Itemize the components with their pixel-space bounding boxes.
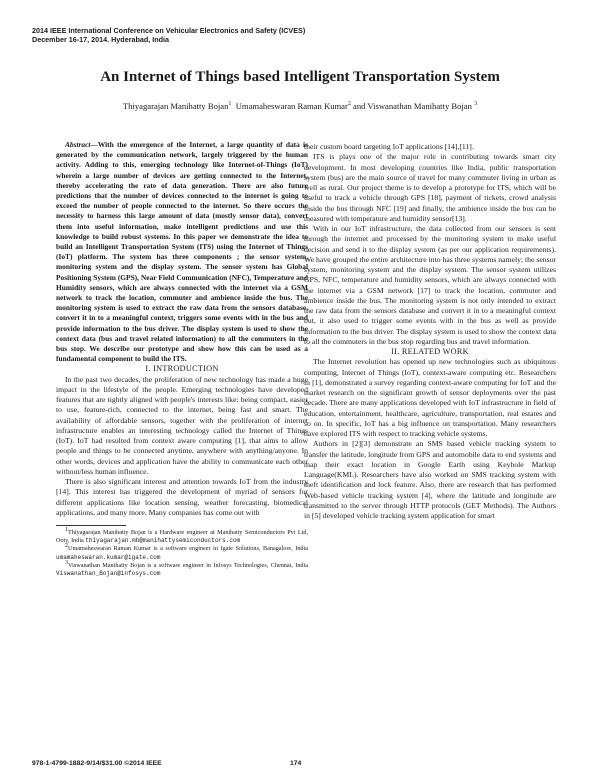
- author-1-affil: 1: [228, 101, 232, 108]
- footnote-1: [56, 529, 308, 545]
- footnote-1-email: thiyagarajan.mb@manihattysemiconductors.com: [85, 537, 241, 545]
- footnote-3-mark: 3: [65, 559, 68, 566]
- footnote-2-email: umamaheswaran.kumar@igate.com: [56, 553, 161, 561]
- intro-paragraph-1: In the past two decades, the proliferation of new technology has made a huge impact in the lifestyle of the people. Emerging technologies have developed features that are tightly aligned with people's interests like: being compact, easier to use, feature-rich, connected to the internet, being fast and smart. The availability of affordable sensors, together with the proliferation of internet infrastructure enables an interesting technology called the Internet of Things (IoT). IoT had resulted from context aware computing [1], that aims to allow people and things to be connected anytime, anywhere with anything/anyone. In other words, devices and application have the ability to communicate each other without/less human influence.: [56, 374, 308, 476]
- footnote-2-text: Umamaheswaran Raman Kumar is a software engineer in Igate Solutions, Banagalore, India: [68, 545, 308, 553]
- author-2: Umamaheswaran Raman Kumar: [235, 101, 348, 111]
- footnote-2-mark: 2: [65, 543, 68, 550]
- left-column: [56, 140, 308, 578]
- footnote-1-text: Thiyagarajan Manihatty Bojan is a Hardware engineer at Manihatty Semiconductors Pvt Ltd, Ooty, India: [56, 529, 308, 545]
- footnote-3-text: Viswanathan Manihatty Bojan is a software engineer in Infosys Technologies, Chennai, India: [68, 561, 308, 569]
- conference-header: 2014 IEEE International Conference on Vehicular Electronics and Safety (ICVES): [32, 26, 306, 35]
- conference-date-place: December 16-17, 2014. Hyderabad, India: [32, 35, 170, 44]
- page-number: 174: [290, 760, 302, 767]
- abstract-text: With the emergence of the Internet, a large quantity of data is generated by the communication network, largely triggered by the human activity. Adding to this, emerging technology like Internet-of-Things (IoT) wherein a large number of devices are getting connected to the Internet, thereby accelerating the rate of data generation. There are also future predictions that the number of devices connected to the internet is going to exceed the number of people connected to the internet. So there occurs the necessity to harness this large amount of data (mostly sensor data), convert them into useful information, make intelligent predictions and use this knowledge to build robust systems. In this paper we demonstrate the idea to build an Intelligent Transportation System (ITS) using the Internet of Things (IoT) platform. The system has three components ; the sensor system, monitoring system and the display system. The sensor system has Global Positioning System (GPS), Near Field Communication (NFC), Temperature and Humidity sensors, which are always connected with the internet via a GSM network to track the location, commuter and ambience inside the bus. The monitoring system is used to extract the raw data from the sensors database, convert it in to a meaningful context, triggers some events with in the bus and provide information to the bus driver. The display system is used to show the context data (bus and travel related information) to all the commuters in the bus stop. We describe our prototype and show how this can be used as a fundamental component to build the ITS.: [56, 140, 308, 364]
- intro-paragraph-2-continued: their custom board targeting IoT applications [14],[11].: [304, 142, 474, 151]
- intro-paragraph-3: ITS is plays one of the major role in contributing towards smart city development. In most developing countries like India, public transportation system (bus) are the main source of travel for many commuter living in urban as well as rural. Our project theme is to develop a prototype for ITS, which will be useful to track a vehicle through GPS [18], payment of tickets, crowd analysis inside the bus through NFC [19] and finally, the ambience inside the bus can be measured with temperature and humidity sensor[13].: [304, 152, 556, 223]
- author-separator: and: [350, 101, 368, 111]
- intro-paragraph-2: There is also significant interest and attention towards IoT from the industry [14]. This interest has triggered the development of myriad of sensors for different applications like location sensing, weather forecasting, biomedical applications, and many more. Many companies has come out with: [56, 477, 308, 517]
- footnote-2: [56, 545, 308, 561]
- section-heading-related-work: II. RELATED WORK: [391, 347, 469, 356]
- abstract-label: Abstract: [65, 140, 91, 149]
- footnote-rule: [56, 525, 126, 526]
- author-2-affil: 2: [347, 101, 351, 108]
- section-heading-introduction: I. INTRODUCTION: [145, 364, 219, 374]
- abstract-dash: —: [90, 140, 98, 149]
- related-paragraph-2: Authors in [2][3] demonstrate an SMS based vehicle tracking system to transfer the latitude, longitude from GPS and automobile data to end systems and map their exact location in Google Earth using Keyhole Markup Language(KML). Researchers have also worked on SMS tracking system with theft identification and lock feature. Also, there are research that has performed Web-based vehicle tracking system [4], where the latitude and longitude are transmitted to the server through HTTP protocols (GET Methods). The Authors in [5] developed vehicle tracking system application for smart: [304, 439, 556, 520]
- footer-isbn: 978-1-4799-1882-9/14/$31.00 ©2014 IEEE: [32, 760, 162, 767]
- author-3: Viswanathan Manihatty Bojan: [367, 101, 472, 111]
- footnote-3: [56, 559, 308, 578]
- paper-title: An Internet of Things based Intelligent Transportation System: [100, 69, 500, 85]
- right-column: [304, 142, 556, 521]
- footnote-3-email: Viswanathan_Bojan@infosys.com: [56, 569, 161, 577]
- footnote-1-mark: 1: [65, 527, 68, 534]
- related-paragraph-1: The Internet revolution has opened up new technologies such as ubiquitous computing, Internet of Things (IoT), context-aware computing etc. Researchers in [1], demonstrated a survey regarding context-aware computing for IoT and the market research on the significant growth of sensor deployments over the past decade. There are many applications developed with IoT infrastructure in field of education, entertainment, healthcare, agriculture, transportation, real estates and so on. In specific, IoT has a big influence on transportation. Many researchers have explored ITS with respect to tracking vehicle systems.: [304, 357, 556, 438]
- intro-paragraph-4: With in our IoT infrastructure, the data collected from our sensors is sent through the internet and processed by the monitoring system to make useful decision and send it to the display system (as per our application requirements). We have grouped the entire architecture into has three systems namely; the sensor system, monitoring system and the display system. The sensor system utilizes GPS, NFC, temperature and humidity sensors, which are always connected with the internet via a GSM network [17] to track the location, commuter and ambience inside the bus. The monitoring system is not only intended to extract the raw data from the sensors database and convert it in to a meaningful context but, it also used to trigger some events with in the bus as well as provide information to the bus driver. The display system is used to show the context data to all the commuters in the bus stop regarding bus and travel information.: [304, 224, 556, 346]
- author-line: [0, 101, 600, 112]
- abstract: [56, 140, 308, 364]
- author-1: Thiyagarajan Manihatty Bojan: [122, 101, 229, 111]
- author-3-affil: 3: [474, 101, 478, 108]
